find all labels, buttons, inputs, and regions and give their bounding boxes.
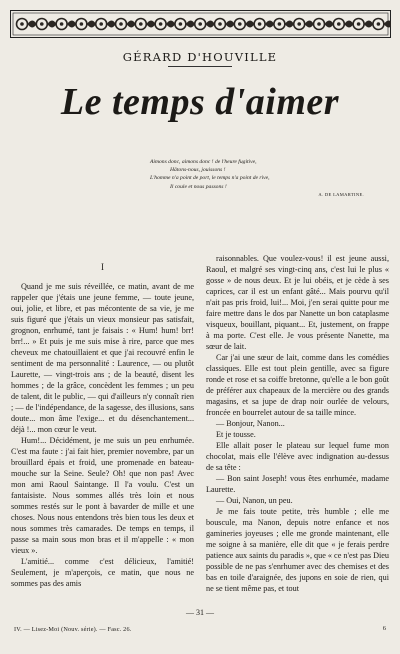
paragraph: Et je tousse. bbox=[216, 430, 256, 439]
paragraph: raisonnables. Que voulez-vous! il est jeune aussi, Raoul, et malgré ses vingt-cinq ans, c'est lui le plus « gosse » de nous deux. Et je lui obéis, et je cède à ses caprices, car il est un enfant gâté... Mais pourvu qu'il n'ait pas pris froid, lui!... Moi, j'en serai quitte pour me faire mettre dans le dos par Nanette un bon cataplasme visqueux, bouillant, piquant... Et, justement, on frappe à ma porte. C'est elle. Je vous présente Nanette, ma sœur de lait. bbox=[206, 254, 389, 351]
epigraph-line: L'homme n'a point de port, le temps n'a point de rive, bbox=[150, 175, 270, 182]
ornamental-header-band-icon bbox=[10, 10, 391, 38]
epigraph-line: Aimons donc, aimons donc ! de l'heure fugitive, bbox=[150, 159, 257, 165]
page-number: — 31 — bbox=[186, 608, 214, 617]
epigraph-attribution: A. DE LAMARTINE. bbox=[318, 191, 364, 197]
section-number: I bbox=[101, 262, 104, 272]
paragraph: — Oui, Nanon, un peu. bbox=[216, 496, 293, 505]
epigraph-line: Il coule et nous passons ! bbox=[170, 183, 227, 190]
paragraph: Hum!... Décidément, je me suis un peu enrhumée. C'est ma faute : j'ai fait hier, premier novembre, par un brouillard épais et froid, une promenade en bateau-mouche sur la Seine. Seule? Oh! que non pas! Avec mon ami Raoul Saintange. Il l'a voulu. C'est un fantaisiste. Nous sommes allés très loin et nous sommes restés sur le pont à bavarder de mille et une choses. Nous nous entendons très bien tous les deux et nous sommes très camarades. De temps en temps, il passe sa main sous mon bras et il m'appelle : « mon vieux ». bbox=[11, 436, 194, 555]
paragraph: — Bonjour, Nanon... bbox=[216, 419, 285, 428]
footer-signature: IV. — Lisez-Moi (Nouv. série). — Fasc. 26. bbox=[14, 626, 132, 633]
article-title: Le temps d'aimer bbox=[60, 81, 340, 123]
title-rule bbox=[168, 66, 232, 67]
epigraph-line: Hâtons-nous, jouissons ! bbox=[170, 167, 226, 174]
paragraph: Car j'ai une sœur de lait, comme dans les comédies classiques. Elle est tout plein gentille, avec sa figure ronde et rose et sa coiffe bretonne, qu'elle a le bon goût de préférer aux chapeaux de la mercière ou des grands magasins, et sa jupe de drap noir ourlée de velours, froncée en bourrelet autour de sa taille mince. bbox=[206, 353, 389, 417]
paragraph: — Bon saint Joseph! vous êtes enrhumée, madame Laurette. bbox=[206, 474, 389, 494]
author-name: GÉRARD D'HOUVILLE bbox=[122, 50, 278, 64]
right-column bbox=[206, 253, 389, 594]
paragraph: Je me fais toute petite, très humble ; elle me bouscule, ma Nanon, depuis notre enfance et nos gamineries joyeuses ; elle me gronde maintenant, elle me soigne à sa manière, elle dit que « je ferais perdre patience aux saints du paradis », que « ce n'est pas Dieu possible de ne pas s'enrhumer avec des chemises et des bas en toile d'araignée, des jupons en soie de rien, qui ne se tient même pas, et tout bbox=[206, 507, 389, 593]
paragraph: Elle allait poser le plateau sur lequel fume mon chocolat, mais elle l'élève avec indignation au-dessus de sa tête : bbox=[206, 441, 389, 472]
epigraph bbox=[150, 158, 398, 199]
paragraph: L'amitié... comme c'est délicieux, l'amitié! Seulement, je m'aperçois, ce matin, que nous ne sommes pas des amis bbox=[11, 557, 194, 588]
paragraph: Quand je me suis réveillée, ce matin, avant de me rappeler que j'étais une jeune femme, — toute jeune, oui, jolie, et libre, et pas mécontente de sa vie, je me suis figuré que j'étais un vieux monsieur pas satisfait, grognon, enrhumé, tant je faisais : « Hum! hum! brr! brr!... » Et puis je me suis mise à rire, parce que mes cheveux me chatouillaient et que j'ai recouvré enfin le sentiment de ma personnalité : Laurence, — ou plutôt Laurette, — vingt-trois ans ; de la beauté, disent les hommes ; de la grâce, concèdent les femmes ; un peu de talent, dit le public, — qui d'ailleurs n'y connaît rien ; — de l'indépendance, de la sagesse, des illusions, sans doute... mon âme l'exige... et du désenchantement... déjà !... mon cœur le veut. bbox=[11, 282, 194, 434]
left-column bbox=[11, 262, 194, 589]
footer-number: 6 bbox=[382, 625, 386, 632]
